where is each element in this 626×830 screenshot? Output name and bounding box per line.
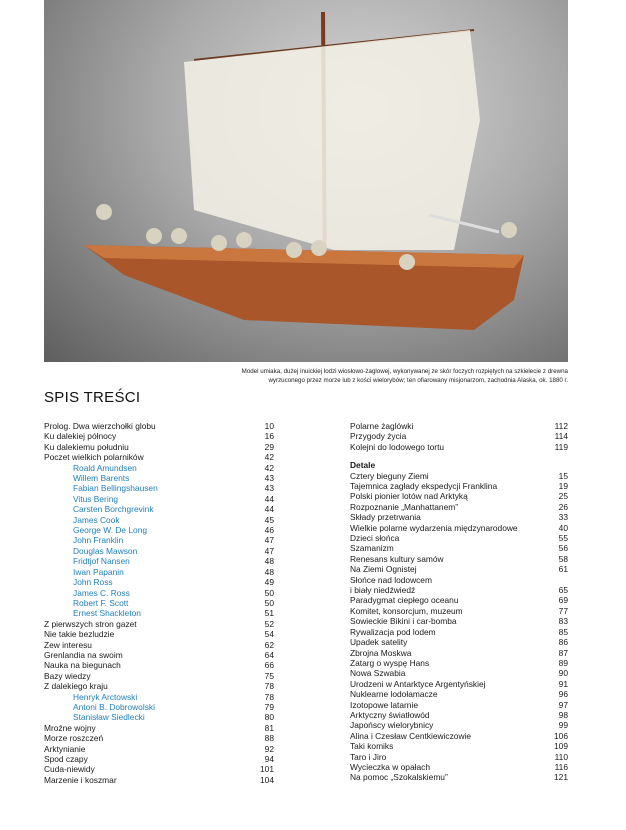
toc-entry-title: Szamanizm — [350, 543, 394, 554]
toc-entry[interactable] — [44, 775, 274, 785]
caption-line-1: Model umiaka, dużej inuickiej łodzi wiosłowo-żaglowej, wykonywanej ze skór foczych rozpiętych na szkielecie z drewna — [241, 368, 568, 375]
toc-entry-title: Składy przetrwania — [350, 512, 421, 523]
toc-page-number: 79 — [264, 701, 274, 712]
toc-entry[interactable] — [44, 431, 274, 441]
toc-entry[interactable] — [44, 681, 274, 691]
toc-page-number: 99 — [558, 720, 568, 731]
toc-entry[interactable] — [44, 629, 274, 639]
toc-page-number: 69 — [558, 595, 568, 606]
toc-entry-title: Na pomoc „Szokalskiemu” — [350, 772, 448, 783]
toc-subentry[interactable] — [44, 567, 274, 577]
toc-entry-title: Przygody życia — [350, 431, 407, 442]
toc-entry-title: Upadek satelity — [350, 637, 408, 648]
toc-entry[interactable] — [350, 658, 568, 668]
toc-entry[interactable] — [44, 764, 274, 774]
toc-entry-title: Rozpoznanie „Manhattanem” — [350, 501, 459, 512]
toc-entry[interactable] — [350, 616, 568, 626]
toc-page-number: 75 — [264, 670, 274, 681]
toc-page-number: 50 — [264, 587, 274, 598]
toc-page-number: 85 — [558, 626, 568, 637]
toc-entry[interactable] — [44, 744, 274, 754]
toc-page-number: 29 — [264, 441, 274, 452]
toc-entry[interactable] — [350, 689, 568, 699]
toc-entry[interactable] — [44, 754, 274, 764]
toc-subentry[interactable] — [44, 515, 274, 525]
toc-entry-title: Ku dalekiej północy — [44, 431, 117, 442]
toc-page-number: 44 — [264, 493, 274, 504]
toc-page-number: 58 — [558, 553, 568, 564]
toc-page-number: 44 — [264, 504, 274, 515]
toc-entry-title: Słońce nad lodowcem — [350, 574, 432, 585]
umiak-model-photo — [44, 0, 568, 362]
toc-entry-title: Komitet, konsorcjum, muzeum — [350, 605, 463, 616]
toc-page-number: 19 — [558, 481, 568, 492]
toc-subentry[interactable] — [44, 546, 274, 556]
toc-entry-title: Urodzeni w Antarktyce Argentyńskiej — [350, 678, 486, 689]
toc-page-number: 89 — [558, 657, 568, 668]
toc-entry-title: Nauka na biegunach — [44, 660, 121, 671]
toc-entry[interactable] — [44, 650, 274, 660]
toc-entry-title: Spod czapy — [44, 754, 88, 764]
toc-subentry[interactable] — [44, 588, 274, 598]
toc-page-number: 65 — [558, 585, 568, 596]
toc-page-number: 83 — [558, 616, 568, 627]
toc-page-number: 78 — [264, 681, 274, 692]
toc-entry-title: Iwan Papanin — [73, 566, 124, 577]
toc-entry-title: Poczet wielkich polarników — [44, 452, 144, 463]
toc-entry-title: Z dalekiego kraju — [44, 681, 108, 692]
toc-entry-title: Z pierwszych stron gazet — [44, 618, 137, 629]
toc-entry-title: Roald Amundsen — [73, 462, 137, 473]
toc-entry[interactable] — [44, 619, 274, 629]
toc-page-number: 80 — [264, 712, 274, 723]
toc-entry-title: Wycieczka w opałach — [350, 761, 430, 772]
toc-page-number: 98 — [558, 709, 568, 720]
toc-entry[interactable] — [350, 595, 568, 605]
toc-page-number: 51 — [264, 608, 274, 619]
toc-entry-title: Polski pionier lotów nad Arktyką — [350, 491, 468, 502]
toc-entry-title: Na Ziemi Ognistej — [350, 564, 417, 575]
toc-entry-title: John Franklin — [73, 535, 124, 546]
toc-entry[interactable] — [350, 710, 568, 720]
toc-entry[interactable] — [44, 452, 274, 462]
toc-entry[interactable] — [350, 772, 568, 782]
toc-page-number: 66 — [264, 660, 274, 671]
toc-subentry[interactable] — [44, 494, 274, 504]
toc-entry-title: Stanisław Siedlecki — [73, 712, 145, 723]
toc-entry-title: Sowieckie Bikini i car-bomba — [350, 616, 457, 627]
toc-entry-title: Taki komiks — [350, 741, 394, 752]
toc-entry-title: Japońscy wielorybnicy — [350, 720, 434, 731]
toc-page-number: 61 — [558, 564, 568, 575]
toc-subentry[interactable] — [44, 702, 274, 712]
toc-subentry[interactable] — [44, 598, 274, 608]
toc-page-number: 106 — [554, 730, 568, 741]
boat-illustration — [44, 0, 568, 362]
toc-entry-title: Cztery bieguny Ziemi — [350, 470, 429, 481]
toc-entry[interactable] — [350, 741, 568, 751]
toc-entry[interactable] — [350, 606, 568, 616]
toc-entry-title: Antoni B. Dobrowolski — [73, 701, 155, 712]
toc-page-number: 62 — [264, 639, 274, 650]
toc-page-number: 43 — [264, 483, 274, 494]
toc-entry-title: Grenlandia na swoim — [44, 649, 123, 660]
toc-page-number: 96 — [558, 689, 568, 700]
toc-entry-title: James Cook — [73, 514, 120, 525]
toc-entry-title: Fridtjof Nansen — [73, 556, 130, 567]
toc-entry-title: Kolejni do lodowego tortu — [350, 441, 445, 452]
toc-entry[interactable] — [350, 431, 568, 441]
toc-entry[interactable] — [350, 512, 568, 522]
toc-entry[interactable] — [350, 491, 568, 501]
toc-entry[interactable] — [350, 762, 568, 772]
toc-page-number: 49 — [264, 577, 274, 588]
toc-page-number: 119 — [554, 441, 568, 452]
toc-entry-title: Cuda-niewidy — [44, 764, 95, 775]
toc-entry-title: Marzenie i koszmar — [44, 774, 117, 785]
toc-page-number: 92 — [264, 743, 274, 754]
toc-entry[interactable] — [350, 731, 568, 741]
toc-entry-title: Dzieci słońca — [350, 533, 400, 544]
toc-subentry[interactable] — [44, 483, 274, 493]
toc-subentry[interactable] — [44, 556, 274, 566]
toc-page-number: 90 — [558, 668, 568, 679]
toc-entry[interactable] — [350, 471, 568, 481]
toc-entry-title: Renesans kultury samów — [350, 553, 444, 564]
toc-entry-title: Ernest Shackleton — [73, 608, 141, 619]
toc-page-number: 45 — [264, 514, 274, 525]
toc-entry[interactable] — [350, 700, 568, 710]
toc-entry-title: Arktyczny światłowód — [350, 709, 430, 720]
toc-page-number: 47 — [264, 535, 274, 546]
toc-entry[interactable] — [44, 421, 274, 431]
toc-page-number: 40 — [558, 522, 568, 533]
toc-entry[interactable] — [350, 575, 568, 585]
toc-entry[interactable] — [350, 668, 568, 678]
toc-entry-title: Tajemnica zagłady ekspedycji Franklina — [350, 481, 498, 492]
toc-page-number: 10 — [264, 421, 274, 431]
toc-entry-title: John Ross — [73, 577, 113, 588]
toc-entry-title: Robert F. Scott — [73, 597, 129, 608]
toc-page-number: 48 — [264, 566, 274, 577]
toc-subentry[interactable] — [44, 504, 274, 514]
toc-page-number: 54 — [264, 629, 274, 640]
toc-page-number: 16 — [264, 431, 274, 442]
toc-entry[interactable] — [44, 671, 274, 681]
toc-subentry[interactable] — [44, 692, 274, 702]
toc-page-number: 64 — [264, 649, 274, 660]
toc-entry-title: i biały niedźwiedź — [350, 585, 416, 596]
toc-entry-title: Prolog. Dwa wierzchołki globu — [44, 421, 156, 431]
toc-entry-title: Nuklearne lodołamacze — [350, 689, 438, 700]
toc-right-column — [350, 421, 568, 783]
toc-entry-title: Henryk Arctowski — [73, 691, 138, 702]
toc-subentry[interactable] — [44, 535, 274, 545]
toc-page-number: 50 — [264, 597, 274, 608]
toc-page-number: 87 — [558, 647, 568, 658]
toc-entry[interactable] — [44, 733, 274, 743]
details-heading: Detale — [350, 460, 376, 471]
toc-entry-title: Nowa Szwabia — [350, 668, 406, 679]
toc-entry[interactable] — [350, 442, 568, 452]
toc-entry-title: Paradygmat ciepłego oceanu — [350, 595, 459, 606]
toc-page-number: 101 — [260, 764, 274, 775]
toc-entry[interactable] — [350, 627, 568, 637]
toc-entry-title: Alina i Czesław Centkiewiczowie — [350, 730, 472, 741]
toc-page-number: 114 — [554, 431, 568, 442]
toc-page-number: 88 — [264, 733, 274, 744]
toc-entry-title: Morze roszczeń — [44, 733, 104, 744]
toc-subentry[interactable] — [44, 577, 274, 587]
toc-page-number: 43 — [264, 473, 274, 484]
toc-page-number: 26 — [558, 501, 568, 512]
toc-subentry[interactable] — [44, 712, 274, 722]
toc-page-number: 116 — [554, 761, 568, 772]
toc-entry-title: Mroźne wojny — [44, 722, 96, 733]
toc-page-number: 15 — [558, 470, 568, 481]
toc-page-number: 33 — [558, 512, 568, 523]
toc-entry[interactable] — [350, 421, 568, 431]
toc-page-number: 25 — [558, 491, 568, 502]
toc-entry-title: Bazy wiedzy — [44, 670, 91, 681]
toc-subentry[interactable] — [44, 473, 274, 483]
toc-entry-title: Zew interesu — [44, 639, 92, 650]
toc-entry[interactable] — [350, 648, 568, 658]
toc-entry-title: Izotopowe latarnie — [350, 699, 418, 710]
toc-page-number: 78 — [264, 691, 274, 702]
toc-page-number: 56 — [558, 543, 568, 554]
toc-subentry[interactable] — [44, 525, 274, 535]
toc-entry-title: Willem Barents — [73, 473, 130, 484]
toc-page-number: 77 — [558, 605, 568, 616]
toc-entry[interactable] — [350, 543, 568, 553]
toc-page-number: 42 — [264, 462, 274, 473]
toc-entry[interactable] — [350, 679, 568, 689]
caption-line-2: wyrzuconego przez morze lub z kości wielorybów; ten ofiarowany misjonarzom, zachodnia Alaska, ok. 1880 r. — [268, 377, 568, 384]
toc-entry-title: Wielkie polarne wydarzenia międzynarodowe — [350, 522, 518, 533]
toc-entry-title: Ku dalekiemu południu — [44, 441, 129, 452]
toc-page-number: 112 — [554, 421, 568, 431]
toc-page-number: 104 — [260, 774, 274, 785]
toc-entry[interactable] — [350, 752, 568, 762]
toc-entry[interactable] — [350, 481, 568, 491]
toc-page-number: 97 — [558, 699, 568, 710]
toc-entry[interactable] — [350, 637, 568, 647]
toc-entry-title: Carsten Borchgrevink — [73, 504, 154, 515]
toc-entry[interactable] — [350, 720, 568, 730]
toc-page-number: 46 — [264, 525, 274, 536]
toc-page-number: 48 — [264, 556, 274, 567]
toc-entry[interactable] — [350, 554, 568, 564]
toc-page-number: 110 — [554, 751, 568, 762]
toc-entry[interactable] — [44, 640, 274, 650]
toc-subentry[interactable] — [44, 608, 274, 618]
toc-page-number: 86 — [558, 637, 568, 648]
toc-entry[interactable] — [350, 585, 568, 595]
toc-entry-title: George W. De Long — [73, 525, 148, 536]
toc-entry[interactable] — [350, 564, 568, 574]
toc-entry[interactable] — [350, 523, 568, 533]
toc-entry[interactable] — [350, 533, 568, 543]
toc-entry-title: Zatarg o wyspę Hans — [350, 657, 430, 668]
toc-entry-title: Polarne żaglówki — [350, 421, 414, 431]
toc-subentry[interactable] — [44, 463, 274, 473]
toc-entry-title: Rywalizacja pod lodem — [350, 626, 436, 637]
toc-entry-title: Fabian Bellingshausen — [73, 483, 158, 494]
toc-entry[interactable] — [44, 723, 274, 733]
toc-page-number: 52 — [264, 618, 274, 629]
toc-entry-title: Nie takie bezludzie — [44, 629, 115, 640]
toc-entry[interactable] — [44, 442, 274, 452]
toc-entry-title: Zbrojna Moskwa — [350, 647, 412, 658]
toc-page-number: 81 — [264, 722, 274, 733]
toc-page-number: 55 — [558, 533, 568, 544]
toc-entry-title: Arktynianie — [44, 743, 86, 754]
toc-page-number: 94 — [264, 754, 274, 764]
toc-entry[interactable] — [44, 660, 274, 670]
toc-left-column — [44, 421, 274, 785]
toc-page-number: 109 — [554, 741, 568, 752]
page-title: SPIS TREŚCI — [44, 389, 141, 406]
toc-entry-title: Vitus Bering — [73, 493, 119, 504]
toc-entry-title: Taro i Jiro — [350, 751, 387, 762]
toc-entry-title: James C. Ross — [73, 587, 130, 598]
toc-page-number: 47 — [264, 545, 274, 556]
toc-entry[interactable] — [350, 502, 568, 512]
toc-page-number: 91 — [558, 678, 568, 689]
toc-entry-title: Douglas Mawson — [73, 545, 138, 556]
toc-page-number: 42 — [264, 452, 274, 463]
photo-caption — [150, 367, 568, 385]
toc-page-number: 121 — [554, 772, 568, 783]
